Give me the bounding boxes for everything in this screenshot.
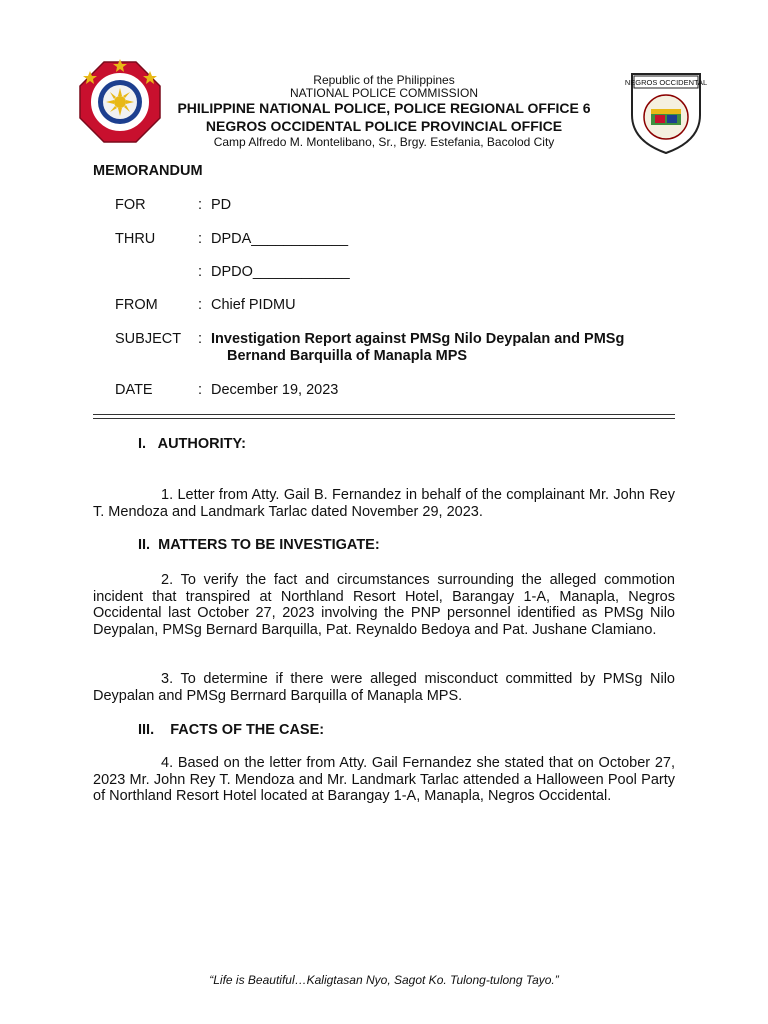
thru-label: THRU [115,231,156,247]
header-office: PHILIPPINE NATIONAL POLICE, POLICE REGIONAL OFFICE 6 [177,100,591,116]
for-value: PD [211,197,232,213]
from-value: Chief PIDMU [211,297,296,313]
paragraph-4: 4. Based on the letter from Atty. Gail Fernandez she stated that on October 27, 2023 Mr. John Rey T. Mendoza and Mr. Landmark Tarlac attended a Halloween Pool Party of Northland Resort Hotel located at Barangay 1-A, Manapla, Negros Occidental. [93,755,675,804]
header-republic: Republic of the Philippines [313,73,455,87]
section-authority-heading: I. AUTHORITY: [138,436,246,452]
footer-motto: “Life is Beautiful…Kaligtasan Nyo, Sagot Ko. Tulong-tulong Tayo.” [209,973,559,987]
section-matters-heading: II. MATTERS TO BE INVESTIGATE: [138,537,380,553]
subject-label: SUBJECT [115,331,182,347]
paragraph-2: 2. To verify the fact and circumstances surrounding the alleged commotion incident that transpired at Northland Resort Hotel, Barangay 1-A, Manapla, Negros Occidental last October 27, 2023 involving the PNP personnel identified as PMSg Nilo Deypalan, PMSg Bernard Barquilla, Pat. Reynaldo Bedoya and Pat. Jushane Clamiano. [93,572,675,638]
svg-text:NEGROS OCCIDENTAL: NEGROS OCCIDENTAL [624,78,708,87]
header-commission: NATIONAL POLICE COMMISSION [289,86,479,100]
memo-title: MEMORANDUM [93,163,203,179]
thru-value-dpdo: DPDO____________ [211,264,350,280]
paragraph-1: 1. Letter from Atty. Gail B. Fernandez in behalf of the complainant Mr. John Rey T. Mendoza and Landmark Tarlac dated November 29, 2023. [93,487,675,520]
date-value: December 19, 2023 [211,382,339,398]
subject-line-1: Investigation Report against PMSg Nilo Deypalan and PMSg [211,331,625,347]
header-provincial-office: NEGROS OCCIDENTAL POLICE PROVINCIAL OFFICE [205,118,563,134]
section-facts-heading: III. FACTS OF THE CASE: [138,722,325,738]
paragraph-3: 3. To determine if there were alleged misconduct committed by PMSg Nilo Deypalan and PMSg Berrnard Barquilla of Manapla MPS. [93,671,675,704]
for-colon: : [198,197,203,213]
thru-colon: : [198,231,203,247]
thru-value-dpda: DPDA____________ [211,231,349,247]
from-colon: : [198,297,203,313]
subject-colon: : [198,331,203,347]
negros-occidental-seal-logo [624,71,708,155]
thru-colon-2: : [198,264,203,280]
divider-rule-bottom [93,418,675,419]
date-colon: : [198,382,203,398]
date-label: DATE [115,382,153,398]
divider-rule-top [93,414,675,415]
from-label: FROM [115,297,158,313]
subject-line-2: Bernand Barquilla of Manapla MPS [227,348,468,364]
for-label: FOR [115,197,146,213]
header-address: Camp Alfredo M. Montelibano, Sr., Brgy. Estefania, Bacolod City [213,135,555,149]
